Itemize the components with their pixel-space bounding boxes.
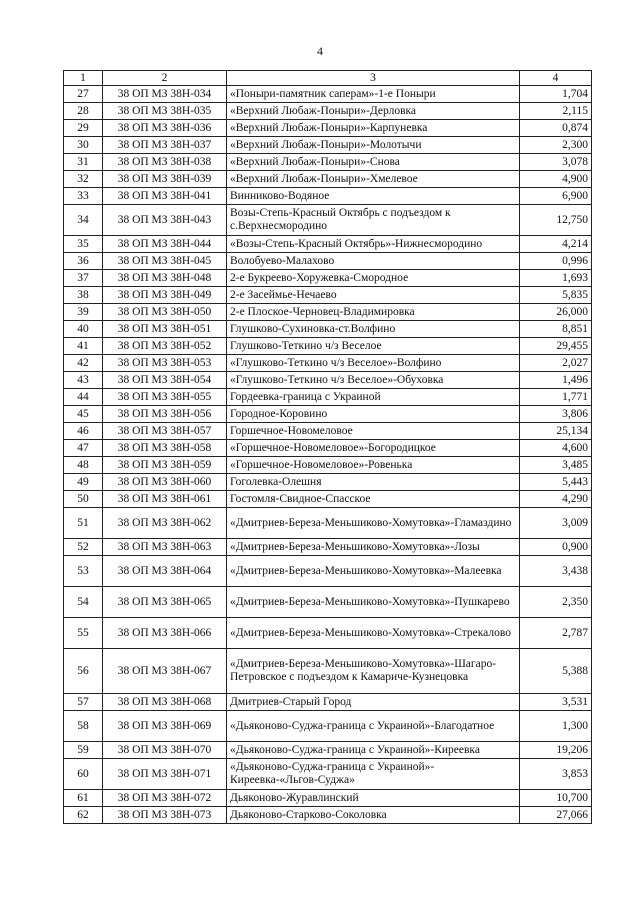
table-row [64,423,592,440]
road-name-cell: Дьяконово-Старково-Соколовка [227,807,520,824]
road-name-cell: «Дмитриев-Береза-Меньшиково-Хомутовка»-Лозы [227,539,520,556]
road-length-cell: 19,206 [520,742,592,759]
road-code-cell: 38 ОП МЗ 38Н-050 [103,304,227,321]
road-name-cell: «Верхний Любаж-Поныри»-Хмелевое [227,171,520,188]
row-number-cell: 43 [64,372,103,389]
table-row [64,372,592,389]
table-row [64,236,592,253]
row-number-cell: 33 [64,188,103,205]
road-code-cell: 38 ОП МЗ 38Н-071 [103,759,227,790]
road-code-cell: 38 ОП МЗ 38Н-039 [103,171,227,188]
roads-table [63,70,592,824]
table-row [64,304,592,321]
header-row [64,71,592,86]
table-row [64,618,592,649]
road-length-cell: 5,443 [520,474,592,491]
table-row [64,790,592,807]
road-length-cell: 25,134 [520,423,592,440]
row-number-cell: 47 [64,440,103,457]
road-length-cell: 0,874 [520,120,592,137]
road-name-cell: «Глушково-Теткино ч/з Веселое»-Обуховка [227,372,520,389]
road-length-cell: 3,438 [520,556,592,587]
road-length-cell: 8,851 [520,321,592,338]
road-name-cell: Волобуево-Малахово [227,253,520,270]
table-row [64,205,592,236]
table-row [64,649,592,694]
road-code-cell: 38 ОП МЗ 38Н-038 [103,154,227,171]
row-number-cell: 60 [64,759,103,790]
table-row [64,440,592,457]
road-code-cell: 38 ОП МЗ 38Н-066 [103,618,227,649]
road-length-cell: 0,996 [520,253,592,270]
road-code-cell: 38 ОП МЗ 38Н-072 [103,790,227,807]
table-row [64,474,592,491]
road-name-cell: «Дмитриев-Береза-Меньшиково-Хомутовка»-Шагаро-Петровское с подъездом к Камариче-Кузнецовка [227,649,520,694]
row-number-cell: 59 [64,742,103,759]
row-number-cell: 38 [64,287,103,304]
road-code-cell: 38 ОП МЗ 38Н-069 [103,711,227,742]
table-row [64,253,592,270]
road-length-cell: 1,693 [520,270,592,287]
road-name-cell: «Поныри-памятник саперам»-1-е Поныри [227,86,520,103]
road-code-cell: 38 ОП МЗ 38Н-044 [103,236,227,253]
road-name-cell: Гостомля-Свидное-Спасское [227,491,520,508]
road-length-cell: 29,455 [520,338,592,355]
road-name-cell: «Верхний Любаж-Поныри»-Карпуневка [227,120,520,137]
road-length-cell: 27,066 [520,807,592,824]
road-length-cell: 6,900 [520,188,592,205]
road-code-cell: 38 ОП МЗ 38Н-063 [103,539,227,556]
road-code-cell: 38 ОП МЗ 38Н-053 [103,355,227,372]
road-code-cell: 38 ОП МЗ 38Н-035 [103,103,227,120]
road-length-cell: 1,496 [520,372,592,389]
row-number-cell: 49 [64,474,103,491]
road-name-cell: 2-е Букреево-Хоружевка-Смородное [227,270,520,287]
road-length-cell: 1,771 [520,389,592,406]
table-row [64,287,592,304]
row-number-cell: 39 [64,304,103,321]
table-row [64,711,592,742]
road-code-cell: 38 ОП МЗ 38Н-060 [103,474,227,491]
road-name-cell: «Горшечное-Новомеловое»-Богородицкое [227,440,520,457]
table-row [64,587,592,618]
row-number-cell: 34 [64,205,103,236]
road-length-cell: 0,900 [520,539,592,556]
road-name-cell: «Верхний Любаж-Поныри»-Дерловка [227,103,520,120]
road-name-cell: Городное-Коровино [227,406,520,423]
road-length-cell: 3,009 [520,508,592,539]
row-number-cell: 62 [64,807,103,824]
row-number-cell: 36 [64,253,103,270]
row-number-cell: 56 [64,649,103,694]
road-length-cell: 4,290 [520,491,592,508]
table-row [64,171,592,188]
road-code-cell: 38 ОП МЗ 38Н-043 [103,205,227,236]
row-number-cell: 52 [64,539,103,556]
road-name-cell: «Дьяконово-Суджа-граница с Украиной»-Киреевка [227,742,520,759]
road-name-cell: Гоголевка-Олешня [227,474,520,491]
road-name-cell: 2-е Плоское-Черновец-Владимировка [227,304,520,321]
road-name-cell: «Дмитриев-Береза-Меньшиково-Хомутовка»-Малеевка [227,556,520,587]
row-number-cell: 35 [64,236,103,253]
table-row [64,539,592,556]
table-row [64,457,592,474]
road-code-cell: 38 ОП МЗ 38Н-064 [103,556,227,587]
row-number-cell: 50 [64,491,103,508]
row-number-cell: 27 [64,86,103,103]
road-code-cell: 38 ОП МЗ 38Н-049 [103,287,227,304]
row-number-cell: 54 [64,587,103,618]
road-length-cell: 2,350 [520,587,592,618]
road-length-cell: 26,000 [520,304,592,321]
table-row [64,270,592,287]
road-code-cell: 38 ОП МЗ 38Н-054 [103,372,227,389]
table-row [64,491,592,508]
road-name-cell: Возы-Степь-Красный Октябрь с подъездом к с.Верхнесмородино [227,205,520,236]
road-name-cell: Дмитриев-Старый Город [227,694,520,711]
road-code-cell: 38 ОП МЗ 38Н-057 [103,423,227,440]
row-number-cell: 31 [64,154,103,171]
road-length-cell: 1,704 [520,86,592,103]
row-number-cell: 48 [64,457,103,474]
road-length-cell: 2,300 [520,137,592,154]
row-number-cell: 40 [64,321,103,338]
road-length-cell: 1,300 [520,711,592,742]
header-col-1: 1 [64,71,103,86]
road-name-cell: 2-е Засеймье-Нечаево [227,287,520,304]
road-name-cell: «Верхний Любаж-Поныри»-Молотычи [227,137,520,154]
road-code-cell: 38 ОП МЗ 38Н-070 [103,742,227,759]
row-number-cell: 51 [64,508,103,539]
road-code-cell: 38 ОП МЗ 38Н-051 [103,321,227,338]
row-number-cell: 42 [64,355,103,372]
road-code-cell: 38 ОП МЗ 38Н-045 [103,253,227,270]
row-number-cell: 37 [64,270,103,287]
road-length-cell: 2,027 [520,355,592,372]
road-name-cell: «Дмитриев-Береза-Меньшиково-Хомутовка»-Стрекалово [227,618,520,649]
header-col-2: 2 [103,71,227,86]
road-code-cell: 38 ОП МЗ 38Н-056 [103,406,227,423]
road-length-cell: 5,388 [520,649,592,694]
page-number: 4 [317,44,323,58]
table-row [64,338,592,355]
road-name-cell: «Возы-Степь-Красный Октябрь»-Нижнесмородино [227,236,520,253]
road-code-cell: 38 ОП МЗ 38Н-058 [103,440,227,457]
table-row [64,556,592,587]
road-code-cell: 38 ОП МЗ 38Н-065 [103,587,227,618]
road-name-cell: «Горшечное-Новомеловое»-Ровенька [227,457,520,474]
row-number-cell: 30 [64,137,103,154]
table-row [64,355,592,372]
road-name-cell: Глушково-Теткино ч/з Веселое [227,338,520,355]
table-row [64,188,592,205]
road-length-cell: 3,806 [520,406,592,423]
road-name-cell: «Дмитриев-Береза-Меньшиково-Хомутовка»-Гламаздино [227,508,520,539]
road-code-cell: 38 ОП МЗ 38Н-061 [103,491,227,508]
header-col-3: 3 [227,71,520,86]
road-code-cell: 38 ОП МЗ 38Н-059 [103,457,227,474]
road-name-cell: Дьяконово-Журавлинский [227,790,520,807]
table-row [64,508,592,539]
table-row [64,321,592,338]
road-code-cell: 38 ОП МЗ 38Н-034 [103,86,227,103]
road-length-cell: 3,078 [520,154,592,171]
road-length-cell: 2,787 [520,618,592,649]
table-row [64,103,592,120]
road-name-cell: «Дьяконово-Суджа-граница с Украиной»-Киреевка-«Льгов-Суджа» [227,759,520,790]
road-length-cell: 3,853 [520,759,592,790]
road-length-cell: 3,531 [520,694,592,711]
road-name-cell: «Дмитриев-Береза-Меньшиково-Хомутовка»-Пушкарево [227,587,520,618]
row-number-cell: 44 [64,389,103,406]
road-code-cell: 38 ОП МЗ 38Н-052 [103,338,227,355]
row-number-cell: 28 [64,103,103,120]
road-length-cell: 2,115 [520,103,592,120]
row-number-cell: 29 [64,120,103,137]
table-row [64,406,592,423]
table-row [64,86,592,103]
table-row [64,759,592,790]
road-name-cell: «Дьяконово-Суджа-граница с Украиной»-Благодатное [227,711,520,742]
road-length-cell: 4,900 [520,171,592,188]
road-name-cell: Винниково-Водяное [227,188,520,205]
road-name-cell: «Верхний Любаж-Поныри»-Снова [227,154,520,171]
road-length-cell: 4,214 [520,236,592,253]
road-code-cell: 38 ОП МЗ 38Н-055 [103,389,227,406]
road-length-cell: 3,485 [520,457,592,474]
row-number-cell: 45 [64,406,103,423]
road-code-cell: 38 ОП МЗ 38Н-036 [103,120,227,137]
road-name-cell: Гордеевка-граница с Украиной [227,389,520,406]
road-name-cell: «Глушково-Теткино ч/з Веселое»-Волфино [227,355,520,372]
table-row [64,742,592,759]
road-code-cell: 38 ОП МЗ 38Н-067 [103,649,227,694]
road-code-cell: 38 ОП МЗ 38Н-041 [103,188,227,205]
row-number-cell: 61 [64,790,103,807]
table-row [64,154,592,171]
row-number-cell: 46 [64,423,103,440]
header-col-4: 4 [520,71,592,86]
road-code-cell: 38 ОП МЗ 38Н-048 [103,270,227,287]
table-row [64,137,592,154]
table-row [64,389,592,406]
table-row [64,694,592,711]
row-number-cell: 55 [64,618,103,649]
row-number-cell: 41 [64,338,103,355]
table-row [64,807,592,824]
road-code-cell: 38 ОП МЗ 38Н-068 [103,694,227,711]
road-length-cell: 12,750 [520,205,592,236]
road-length-cell: 10,700 [520,790,592,807]
road-length-cell: 5,835 [520,287,592,304]
road-name-cell: Глушково-Сухиновка-ст.Волфино [227,321,520,338]
row-number-cell: 58 [64,711,103,742]
road-name-cell: Горшечное-Новомеловое [227,423,520,440]
road-length-cell: 4,600 [520,440,592,457]
row-number-cell: 32 [64,171,103,188]
road-code-cell: 38 ОП МЗ 38Н-073 [103,807,227,824]
row-number-cell: 57 [64,694,103,711]
row-number-cell: 53 [64,556,103,587]
road-code-cell: 38 ОП МЗ 38Н-062 [103,508,227,539]
road-code-cell: 38 ОП МЗ 38Н-037 [103,137,227,154]
table-row [64,120,592,137]
